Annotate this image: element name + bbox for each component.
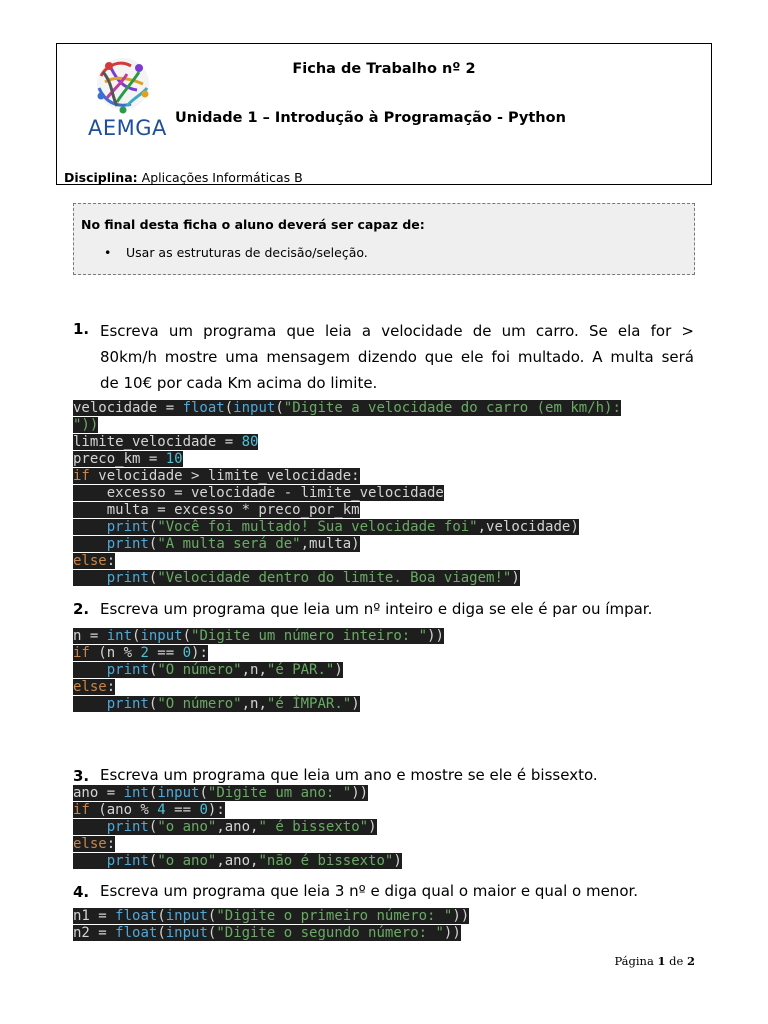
code-line [73, 836, 402, 853]
code-line-text: velocidade = float(input("Digite a velocidade do carro (em km/h): [73, 400, 621, 416]
code-line-text: else: [73, 836, 116, 852]
code-line-text: preco_km = 10 [73, 451, 183, 467]
page-label: Página [614, 954, 654, 968]
code-line-text: limite_velocidade = 80 [73, 434, 259, 450]
code-block-3 [73, 785, 402, 870]
code-line-text: print("Você foi multado! Sua velocidade foi",velocidade) [73, 519, 579, 535]
objectives-title: No final desta ficha o aluno deverá ser capaz de: [81, 217, 425, 232]
code-line-text: print("O número",n,"é ÍMPAR.") [73, 696, 360, 712]
code-line-text: print("Velocidade dentro do limite. Boa viagem!") [73, 570, 520, 586]
question-1-number: 1. [73, 320, 90, 338]
code-line [73, 679, 444, 696]
code-line [73, 451, 621, 468]
code-line [73, 925, 469, 942]
code-block-2 [73, 628, 444, 713]
code-line [73, 468, 621, 485]
code-line [73, 536, 621, 553]
code-line [73, 908, 469, 925]
code-line [73, 553, 621, 570]
of-label: de [669, 954, 684, 968]
code-line-text: else: [73, 553, 116, 569]
question-1-line: Escreva um programa que leia a velocidade de um carro. Se ela for > [100, 322, 694, 340]
code-line [73, 434, 621, 451]
code-line [73, 645, 444, 662]
code-block-1 [73, 400, 621, 587]
code-line [73, 802, 402, 819]
question-1-text [100, 318, 694, 396]
code-line-text: excesso = velocidade - limite_velocidade [73, 485, 444, 501]
code-line [73, 485, 621, 502]
code-line-text: if (n % 2 == 0): [73, 645, 208, 661]
code-block-4 [73, 908, 469, 942]
question-1-line: de 10€ por cada Km acima do limite. [100, 374, 378, 392]
code-line [73, 628, 444, 645]
question-1-line: 80km/h mostre uma mensagem dizendo que ele foi multado. A multa será [100, 348, 694, 366]
code-line-text: print("o ano",ano," é bissexto") [73, 819, 377, 835]
code-line [73, 570, 621, 587]
unit-title: Unidade 1 – Introdução à Programação - Python [175, 110, 566, 126]
discipline-label: Disciplina: [64, 170, 138, 185]
total-pages: 2 [686, 954, 695, 968]
question-4-text: Escreva um programa que leia 3 nº e diga qual o maior e qual o menor. [100, 882, 639, 900]
page-number: 1 [657, 954, 666, 968]
question-2-number: 2. [73, 600, 90, 618]
code-line-text: n2 = float(input("Digite o segundo número: ")) [73, 925, 461, 941]
objectives-item: • Usar as estruturas de decisão/seleção. [126, 245, 368, 260]
question-4-number: 4. [73, 883, 90, 901]
code-line-text: if velocidade > limite_velocidade: [73, 468, 360, 484]
code-line [73, 853, 402, 870]
code-line [73, 785, 402, 802]
code-line-text: print("o ano",ano,"não é bissexto") [73, 853, 402, 869]
code-line-text: ano = int(input("Digite um ano: ")) [73, 785, 369, 801]
logo-text: AEMGA [88, 116, 167, 140]
code-line [73, 519, 621, 536]
header-box [56, 43, 712, 185]
code-line [73, 417, 621, 434]
code-line [73, 662, 444, 679]
code-line [73, 502, 621, 519]
page-footer [614, 954, 695, 968]
code-line-text: n = int(input("Digite um número inteiro: ")) [73, 628, 444, 644]
code-line-text: print("A multa será de",multa) [73, 536, 360, 552]
objectives-box [73, 203, 695, 275]
code-line-text: print("O número",n,"é PAR.") [73, 662, 343, 678]
question-3-number: 3. [73, 767, 90, 785]
code-line-text: ")) [73, 417, 99, 433]
question-2-text: Escreva um programa que leia um nº inteiro e diga se ele é par ou ímpar. [100, 600, 653, 618]
code-line [73, 696, 444, 713]
code-line-text: n1 = float(input("Digite o primeiro número: ")) [73, 908, 470, 924]
code-line-text: multa = excesso * preco_por_km [73, 502, 360, 518]
code-line [73, 819, 402, 836]
discipline-value: Aplicações Informáticas B [141, 170, 303, 185]
discipline-line [64, 170, 303, 185]
code-line [73, 400, 621, 417]
code-line-text: else: [73, 679, 116, 695]
code-line-text: if (ano % 4 == 0): [73, 802, 225, 818]
sheet-title: Ficha de Trabalho nº 2 [292, 61, 476, 77]
question-3-text: Escreva um programa que leia um ano e mostre se ele é bissexto. [100, 766, 598, 784]
